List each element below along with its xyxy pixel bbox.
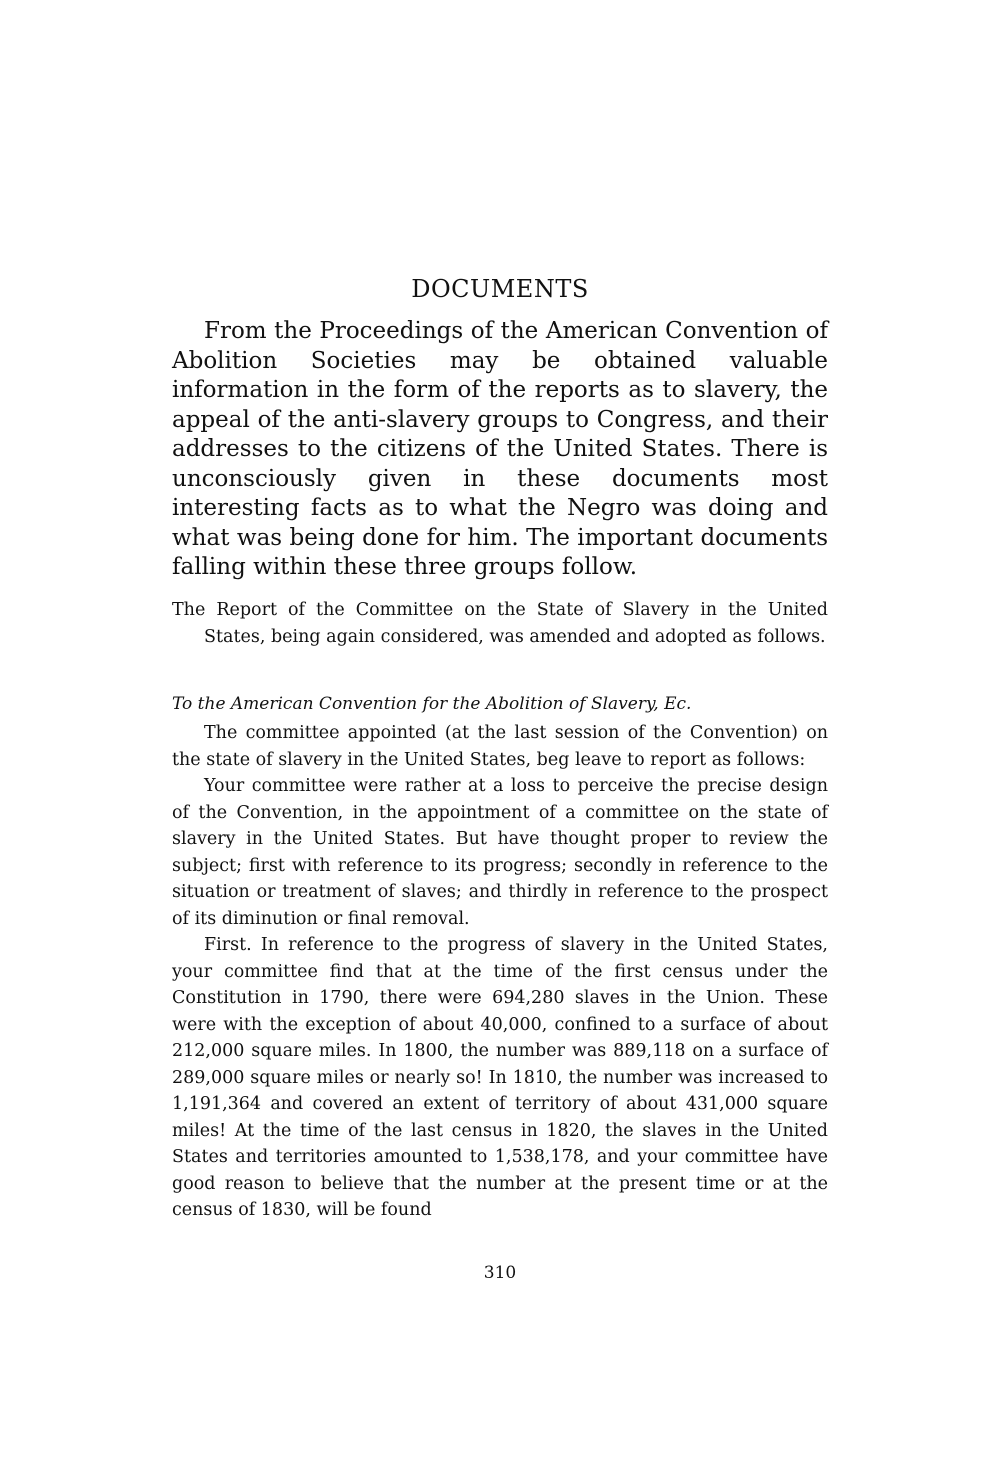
resolution-paragraph: The Report of the Committee on the State of Slavery in the United States, being again considered, was amended and adopted as follows. [172, 600, 828, 647]
intro-paragraph: From the Proceedings of the American Convention of Abolition Societies may be obtained valuable information in the form of the reports as to slavery, the appeal of the anti-slavery groups to Congress, and their addresses to the citizens of the United States. There is unconsciously given in these documents most interesting facts as to what the Negro was doing and what was being done for him. The important documents falling within these three groups follow. [172, 318, 828, 580]
report-body [172, 720, 828, 1224]
report-paragraph-progress: First. In reference to the progress of slavery in the United States, your committee find that at the time of the first census under the Constitution in 1790, there were 694,280 slaves in the Union. These were with the exception of about 40,000, confined to a surface of about 212,000 square miles. In 1800, the number was 889,118 on a surface of 289,000 square miles or nearly so! In 1810, the number was increased to 1,191,364 and covered an extent of territory of about 431,000 square miles! At the time of the last census in 1820, the slaves in the United States and territories amounted to 1,538,178, and your committee have good reason to believe that the number at the present time or at the census of 1830, will be found [172, 935, 828, 1220]
page-heading: DOCUMENTS [411, 275, 589, 303]
page-number: 310 [483, 1263, 517, 1283]
report-paragraph-design: Your committee were rather at a loss to perceive the precise design of the Convention, in the appointment of a committee on the state of slavery in the United States. But have thought proper to review the subject; first with reference to its progress; secondly in reference to the situation or treatment of slaves; and thirdly in reference to the prospect of its diminution or final removal. [172, 776, 828, 929]
report-paragraph-opening: The committee appointed (at the last session of the Convention) on the state of slavery in the United States, beg leave to report as follows: [172, 723, 828, 770]
address-line: To the American Convention for the Abolition of Slavery, Ec. [172, 694, 692, 714]
